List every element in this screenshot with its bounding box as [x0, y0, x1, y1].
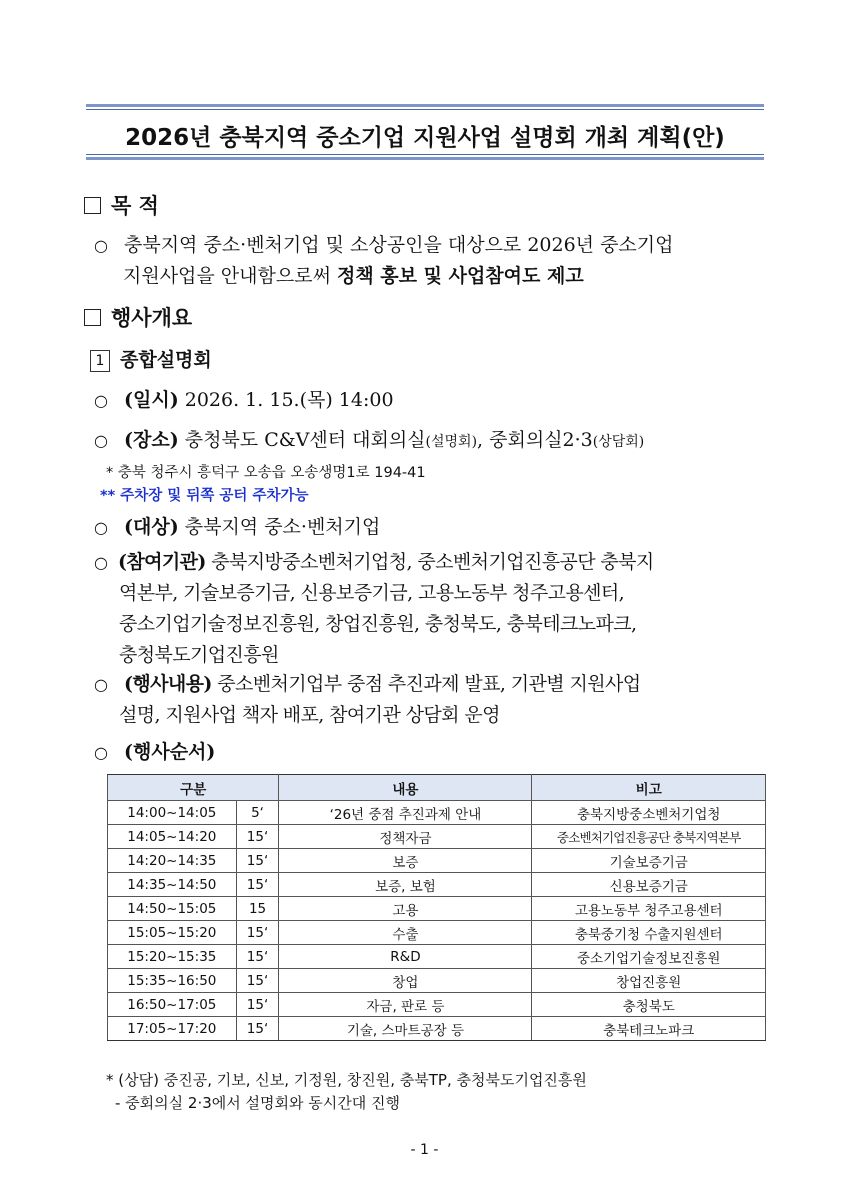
row-time: 15:35~16:50	[108, 969, 237, 993]
row-duration: 15‘	[236, 921, 279, 945]
content-label: (행사내용)	[124, 673, 212, 695]
header-content: 내용	[279, 775, 532, 801]
place-value-tag1: (설명회)	[425, 434, 478, 450]
row-content: 고용	[279, 897, 532, 921]
checkbox-square-icon	[84, 309, 101, 326]
place-line	[94, 425, 644, 458]
table-row	[108, 969, 766, 993]
agencies-line1: 충북지방중소벤처기업청, 중소벤처기업진흥공단 충북지	[211, 551, 654, 573]
row-note: 고용노동부 청주고용센터	[532, 897, 766, 921]
section-overview-title: 행사개요	[111, 306, 193, 330]
place-value-main: 충청북도 C&V센터 대회의실	[184, 429, 426, 451]
table-row	[108, 849, 766, 873]
row-time: 14:35~14:50	[108, 873, 237, 897]
row-content: 수출	[279, 921, 532, 945]
row-time: 17:05~17:20	[108, 1017, 237, 1041]
row-note: 중소벤처기업진흥공단 충북지역본부	[532, 825, 766, 849]
row-duration: 15‘	[236, 825, 279, 849]
row-content: 창업	[279, 969, 532, 993]
order-line	[94, 737, 215, 768]
place-value-tag2: (상담회)	[592, 434, 645, 450]
footnote-room: - 중회의실 2·3에서 설명회와 동시간대 진행	[115, 1094, 400, 1112]
date-value: 2026. 1. 15.(목) 14:00	[184, 389, 394, 411]
agencies-line3: 중소기업기술정보진흥원, 창업진흥원, 충청북도, 충북테크노파크,	[119, 613, 637, 635]
row-content: 정책자금	[279, 825, 532, 849]
table-row	[108, 945, 766, 969]
row-duration: 5‘	[236, 801, 279, 825]
bullet-icon: ○	[94, 553, 108, 572]
section-overview-heading	[84, 302, 192, 332]
row-duration: 15‘	[236, 969, 279, 993]
table-row	[108, 921, 766, 945]
row-duration: 15‘	[236, 993, 279, 1017]
table-header-row	[108, 775, 766, 801]
section-purpose-title: 목 적	[111, 194, 159, 218]
table-row	[108, 825, 766, 849]
place-label: (장소)	[124, 429, 179, 451]
row-time: 14:05~14:20	[108, 825, 237, 849]
schedule-table	[107, 774, 766, 1041]
row-content: 보증, 보험	[279, 873, 532, 897]
row-time: 15:20~15:35	[108, 945, 237, 969]
row-note: 신용보증기금	[532, 873, 766, 897]
purpose-line2-bold: 정책 홍보 및 사업참여도 제고	[336, 265, 584, 287]
bullet-icon: ○	[94, 391, 108, 410]
row-note: 충북테크노파크	[532, 1017, 766, 1041]
row-time: 14:20~14:35	[108, 849, 237, 873]
target-line	[94, 512, 380, 543]
header-note: 비고	[532, 775, 766, 801]
title-rule-top	[86, 104, 764, 107]
content-paragraph	[94, 669, 784, 731]
row-note: 기술보증기금	[532, 849, 766, 873]
page-number: - 1 -	[410, 1142, 439, 1158]
bullet-icon: ○	[94, 743, 108, 762]
footnote-consulting: * (상담) 중진공, 기보, 신보, 기정원, 창진원, 충북TP, 충청북도기업진흥원	[106, 1071, 587, 1089]
row-note: 창업진흥원	[532, 969, 766, 993]
purpose-line1: 충북지역 중소·벤처기업 및 소상공인을 대상으로 2026년 중소기업	[124, 234, 674, 256]
row-duration: 15‘	[236, 1017, 279, 1041]
row-content: 자금, 판로 등	[279, 993, 532, 1017]
date-line	[94, 385, 394, 416]
bullet-icon: ○	[94, 236, 108, 255]
row-note: 충북중기청 수출지원센터	[532, 921, 766, 945]
bullet-icon: ○	[94, 518, 108, 537]
row-note: 중소기업기술정보진흥원	[532, 945, 766, 969]
row-time: 14:00~14:05	[108, 801, 237, 825]
place-value-second: , 중회의실2·3	[477, 429, 593, 451]
content-line2: 설명, 지원사업 책자 배포, 참여기관 상담회 운영	[119, 704, 500, 726]
table-row	[108, 897, 766, 921]
parking-note: ** 주차장 및 뒤쪽 공터 주차가능	[100, 488, 309, 504]
order-label: (행사순서)	[124, 741, 216, 763]
row-content: R&D	[279, 945, 532, 969]
target-value: 충북지역 중소·벤처기업	[184, 516, 381, 538]
row-note: 충청북도	[532, 993, 766, 1017]
agencies-line2: 역본부, 기술보증기금, 신용보증기금, 고용노동부 청주고용센터,	[119, 582, 625, 604]
subsection-number: 1	[90, 350, 110, 372]
header-category: 구분	[108, 775, 279, 801]
table-row	[108, 993, 766, 1017]
title-box	[86, 104, 764, 160]
row-duration: 15‘	[236, 849, 279, 873]
section-purpose-heading	[84, 190, 159, 220]
table-row	[108, 1017, 766, 1041]
row-time: 16:50~17:05	[108, 993, 237, 1017]
agencies-paragraph	[94, 547, 784, 671]
checkbox-square-icon	[84, 197, 101, 214]
date-label: (일시)	[124, 389, 179, 411]
row-duration: 15	[236, 897, 279, 921]
content-line1: 중소벤처기업부 중점 추진과제 발표, 기관별 지원사업	[217, 673, 641, 695]
row-time: 14:50~15:05	[108, 897, 237, 921]
purpose-paragraph	[94, 230, 794, 292]
row-content: ‘26년 중점 추진과제 안내	[279, 801, 532, 825]
row-content: 보증	[279, 849, 532, 873]
agencies-label: (참여기관)	[118, 551, 206, 573]
row-duration: 15‘	[236, 945, 279, 969]
bullet-icon: ○	[94, 675, 108, 694]
address-note: * 충북 청주시 흥덕구 오송읍 오송생명1로 194-41	[106, 465, 426, 481]
subsection-heading	[90, 345, 212, 372]
title-rule-bottom	[86, 157, 764, 160]
target-label: (대상)	[124, 516, 179, 538]
table-row	[108, 801, 766, 825]
row-time: 15:05~15:20	[108, 921, 237, 945]
title-rule-bottom-thin	[86, 154, 764, 155]
purpose-line2: 지원사업을 안내함으로써	[123, 265, 331, 287]
title-rule-top-thin	[86, 109, 764, 110]
bullet-icon: ○	[94, 431, 108, 450]
row-content: 기술, 스마트공장 등	[279, 1017, 532, 1041]
row-note: 충북지방중소벤처기업청	[532, 801, 766, 825]
subsection-title: 종합설명회	[120, 349, 212, 371]
page-title: 2026년 충북지역 중소기업 지원사업 설명회 개최 계획(안)	[125, 125, 725, 151]
agencies-line4: 충청북도기업진흥원	[119, 644, 279, 666]
row-duration: 15‘	[236, 873, 279, 897]
table-row	[108, 873, 766, 897]
